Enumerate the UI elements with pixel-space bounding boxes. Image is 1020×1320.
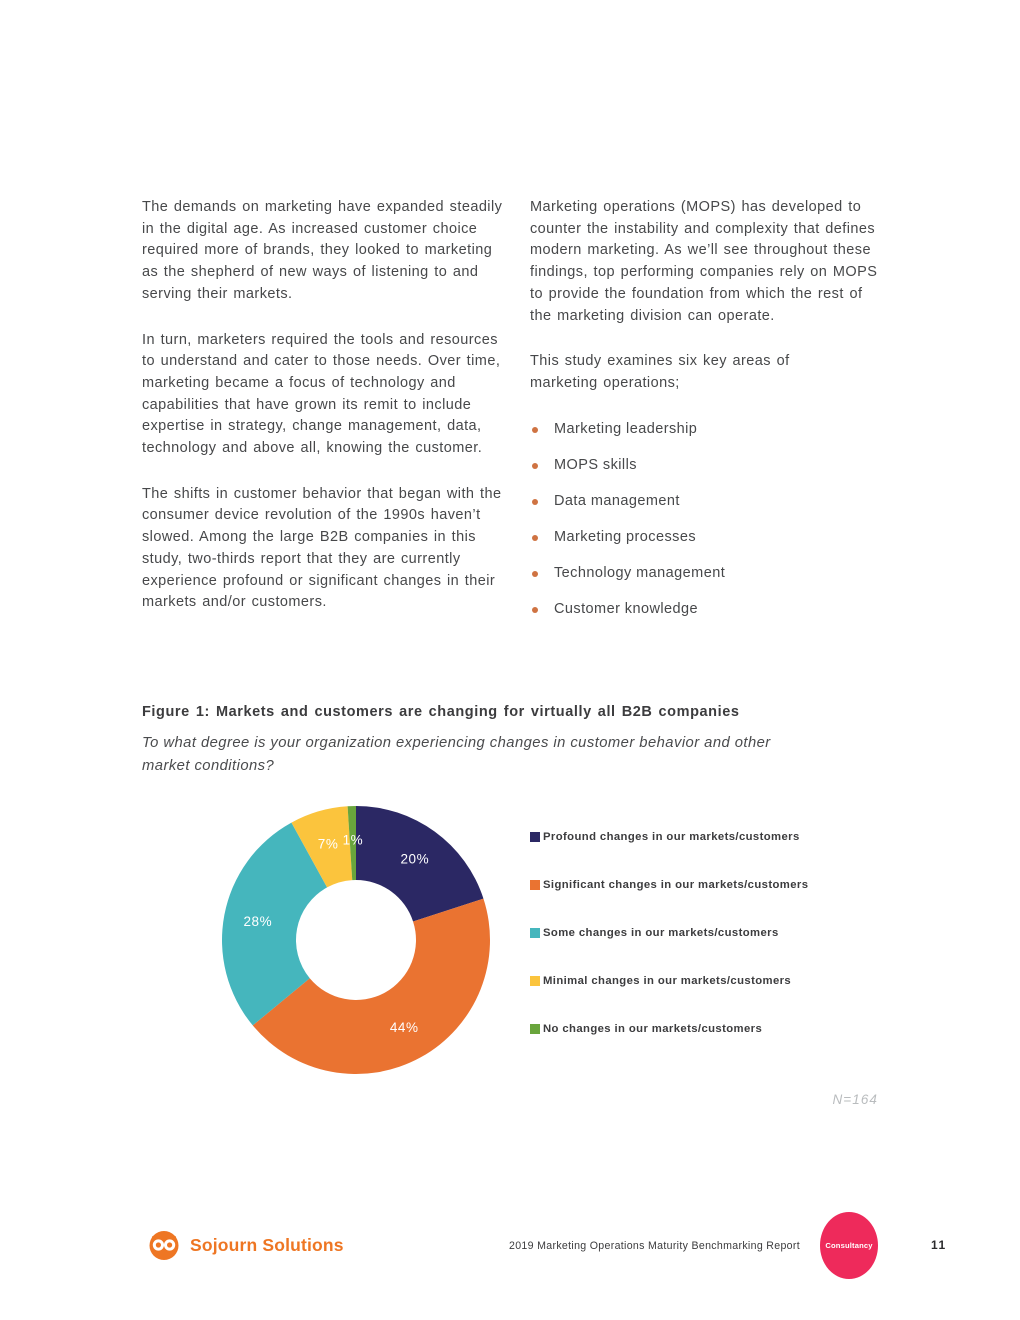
list-item-label: Technology management: [554, 564, 726, 581]
legend-label: No changes in our markets/customers: [543, 1023, 763, 1035]
list-item: [530, 563, 882, 585]
consultancy-badge-label: Consultancy: [825, 1241, 873, 1250]
legend-swatch: [530, 832, 540, 842]
legend-label: Some changes in our markets/customers: [543, 927, 779, 939]
sojourn-logo: [146, 1227, 344, 1263]
paragraph: The demands on marketing have expanded steadily in the digital age. As increased customer choice required more of brands, they looked to marketing as the shepherd of new ways of listening to and serving their markets.: [142, 199, 503, 302]
legend-label: Significant changes in our markets/customers: [543, 879, 809, 891]
owl-goggles-icon: [146, 1227, 182, 1263]
figure-title: Figure 1: Markets and customers are changing for virtually all B2B companies: [142, 704, 740, 720]
legend-swatch: [530, 928, 540, 938]
list-item: [530, 527, 882, 549]
list-item-label: Customer knowledge: [554, 600, 699, 617]
consultancy-badge: [820, 1212, 878, 1279]
body-column-left: [142, 197, 504, 638]
list-item-label: MOPS skills: [554, 456, 637, 473]
legend-item: [530, 1018, 808, 1040]
list-item-label: Marketing processes: [554, 528, 697, 545]
bullet-icon: [532, 427, 538, 433]
legend-item: [530, 874, 808, 896]
body-column-right: [530, 197, 882, 635]
bullet-icon: [532, 571, 538, 577]
chart-legend: [530, 826, 808, 1066]
donut-slice-label: 7%: [317, 836, 339, 852]
paragraph: This study examines six key areas of marketing operations;: [530, 353, 790, 391]
donut-chart-svg: [221, 805, 491, 1075]
list-item-label: Data management: [554, 492, 680, 509]
footer-report-name: 2019 Marketing Operations Maturity Benchmarking Report: [509, 1240, 800, 1252]
donut-chart: [221, 805, 491, 1075]
bullet-icon: [532, 499, 538, 505]
legend-swatch: [530, 976, 540, 986]
list-item: [530, 455, 882, 477]
legend-swatch: [530, 1024, 540, 1034]
legend-item: [530, 922, 808, 944]
donut-slice-label: 20%: [400, 851, 430, 867]
list-item: [530, 419, 882, 441]
paragraph: In turn, marketers required the tools and resources to understand and cater to those needs. Over time, marketing became a focus of technology and capabilities that have grown its remit to include expertise in strategy, change management, data, technology and above all, knowing the customer.: [142, 331, 501, 457]
list-item: [530, 491, 882, 513]
bullet-icon: [532, 607, 538, 613]
key-areas-list: [530, 419, 882, 621]
donut-slice-label: 44%: [389, 1020, 419, 1036]
list-item-label: Marketing leadership: [554, 420, 698, 437]
bullet-icon: [532, 463, 538, 469]
donut-slice-label: 1%: [342, 832, 364, 848]
page-number: 11: [931, 1238, 947, 1252]
logo-wordmark: Sojourn Solutions: [190, 1234, 344, 1255]
figure-question: To what degree is your organization experiencing changes in customer behavior and other market conditions?: [142, 735, 771, 774]
donut-slice-label: 28%: [243, 913, 273, 929]
legend-label: Minimal changes in our markets/customers: [543, 975, 792, 987]
legend-label: Profound changes in our markets/customers: [543, 831, 800, 843]
legend-item: [530, 826, 808, 848]
sample-size-note: N=164: [832, 1092, 878, 1107]
paragraph: The shifts in customer behavior that began with the consumer device revolution of the 1990s haven’t slowed. Among the large B2B companies in this study, two-thirds report that they are currently experience profound or significant changes in their markets and/or customers.: [142, 485, 502, 611]
paragraph: Marketing operations (MOPS) has developed to counter the instability and complexity that defines modern marketing. As we’ll see throughout these findings, top performing companies rely on MOPS to provide the foundation from which the rest of the marketing division can operate.: [530, 199, 878, 324]
list-item: [530, 599, 882, 621]
bullet-icon: [532, 535, 538, 541]
legend-item: [530, 970, 808, 992]
legend-swatch: [530, 880, 540, 890]
